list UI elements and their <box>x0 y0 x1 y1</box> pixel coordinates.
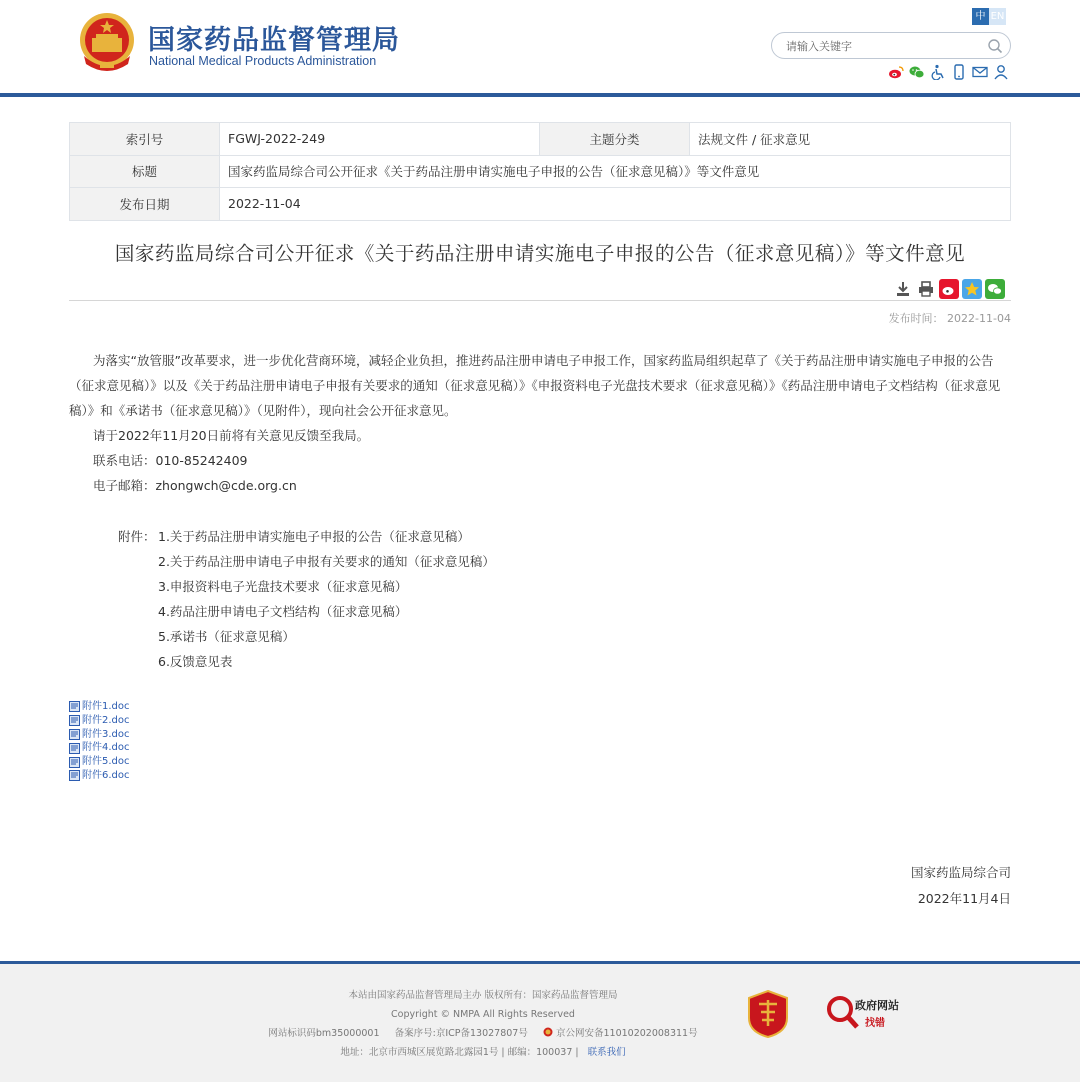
accessibility-icon[interactable] <box>930 64 946 80</box>
header-divider <box>0 93 1080 97</box>
index-value: FGWJ-2022-249 <box>220 123 540 156</box>
header-tool-icons <box>888 64 1009 80</box>
meta-row <box>70 123 1011 156</box>
file-link[interactable]: 附件2.doc <box>69 714 130 728</box>
footer-copyright: Copyright © NMPA All Rights Reserved <box>391 1009 575 1020</box>
title-value: 国家药监局综合司公开征求《关于药品注册申请实施电子申报的公告（征求意见稿）》等文件意见 <box>220 155 1011 188</box>
title-label: 标题 <box>70 155 220 188</box>
gov-site-error-report[interactable] <box>825 994 905 1034</box>
meta-row <box>70 155 1011 188</box>
search-icon[interactable] <box>987 38 1003 54</box>
body-paragraph: 请于2022年11月20日前将有关意见反馈至我局。 <box>93 428 370 443</box>
file-link[interactable]: 附件1.doc <box>69 700 130 714</box>
gov-site-search-icon <box>825 994 859 1030</box>
category-value: 法规文件 / 征求意见 <box>690 123 1011 156</box>
file-link[interactable]: 附件5.doc <box>69 755 130 769</box>
site-id: 网站标识码bm35000001 <box>268 1028 380 1039</box>
party-government-badge-icon[interactable] <box>747 990 789 1038</box>
lang-en-button[interactable]: EN <box>989 8 1006 25</box>
contact-email: 电子邮箱：zhongwch@cde.org.cn <box>93 478 297 493</box>
document-meta-table <box>69 122 1011 221</box>
footer-address: 地址：北京市西城区展览路北露园1号 | 邮编：100037 | <box>340 1047 579 1058</box>
search-input[interactable] <box>786 37 986 55</box>
doc-file-icon <box>69 743 80 754</box>
doc-file-icon <box>69 757 80 768</box>
doc-file-icon <box>69 770 80 781</box>
site-footer <box>0 964 1080 1082</box>
list-item <box>118 624 495 649</box>
date-value: 2022-11-04 <box>220 188 1011 221</box>
gov-site-error-label: 找错 <box>865 1018 885 1029</box>
contact-us-link[interactable]: 联系我们 <box>587 1047 626 1058</box>
national-emblem-icon[interactable] <box>78 12 136 72</box>
signature-block <box>911 860 1011 912</box>
attachment-list <box>118 524 495 674</box>
wechat-icon[interactable] <box>909 64 925 80</box>
file-link[interactable]: 附件4.doc <box>69 741 130 755</box>
print-icon[interactable] <box>916 279 936 299</box>
org-name-en[interactable]: National Medical Products Administration <box>149 54 377 68</box>
list-item <box>118 549 495 574</box>
user-icon[interactable] <box>993 64 1009 80</box>
page-title: 国家药监局综合司公开征求《关于药品注册申请实施电子申报的公告（征求意见稿）》等文件意见 <box>114 242 966 265</box>
attachment-title: 5.承诺书（征求意见稿） <box>158 629 295 644</box>
body-paragraph: 为落实“放管服”改革要求，进一步优化营商环境，减轻企业负担，推进药品注册申请电子申报工作，国家药监局组织起草了《关于药品注册申请实施电子申报的公告（征求意见稿）》以及《关于药品注册申请电子申报有关要求的通知（征求意见稿）》《申报资料电子光盘技术要求（征求意见稿）》《药品注册申请电子文档结构（征求意见稿）》和《承诺书（征求意见稿）》（见附件），现向社会公开征求意见。 <box>69 353 1001 418</box>
title-divider <box>69 300 1011 301</box>
sign-date: 2022年11月4日 <box>917 891 1011 906</box>
attachment-title: 4.药品注册申请电子文档结构（征求意见稿） <box>158 604 408 619</box>
language-switch <box>972 8 1006 25</box>
list-item <box>118 649 495 674</box>
mail-icon[interactable] <box>972 64 988 80</box>
category-label: 主题分类 <box>540 123 690 156</box>
article-body <box>69 348 1011 498</box>
footer-sponsor: 本站由国家药品监督管理局主办 版权所有：国家药品监督管理局 <box>348 990 618 1001</box>
police-badge-icon <box>543 1027 553 1037</box>
file-download-list <box>69 700 130 783</box>
index-label: 索引号 <box>70 123 220 156</box>
attachment-label: 附件： <box>118 529 156 544</box>
publish-time: 发布时间： 2022-11-04 <box>888 312 1011 325</box>
doc-file-icon <box>69 729 80 740</box>
meta-row <box>70 188 1011 221</box>
doc-file-icon <box>69 701 80 712</box>
attachment-title: 1.关于药品注册申请实施电子申报的公告（征求意见稿） <box>158 529 470 544</box>
qzone-share-icon[interactable] <box>962 279 982 299</box>
attachment-title: 2.关于药品注册申请电子申报有关要求的通知（征求意见稿） <box>158 554 495 569</box>
list-item <box>118 574 495 599</box>
doc-file-icon <box>69 715 80 726</box>
lang-cn-button[interactable]: 中 <box>972 8 989 25</box>
gov-site-label: 政府网站 <box>855 999 899 1012</box>
download-icon[interactable] <box>893 279 913 299</box>
org-name-cn[interactable]: 国家药品监督管理局 <box>148 25 400 56</box>
list-item <box>118 599 495 624</box>
icp-link[interactable]: 备案序号:京ICP备13027807号 <box>394 1028 528 1039</box>
weibo-share-icon[interactable] <box>939 279 959 299</box>
attachment-title: 6.反馈意见表 <box>158 654 233 669</box>
list-item <box>118 524 495 549</box>
contact-phone: 联系电话：010-85242409 <box>93 453 248 468</box>
site-header <box>0 0 1080 94</box>
footer-address-row <box>0 1043 1023 1062</box>
file-link[interactable]: 附件6.doc <box>69 769 130 783</box>
mobile-icon[interactable] <box>951 64 967 80</box>
weibo-icon[interactable] <box>888 64 904 80</box>
search-box <box>771 32 1011 59</box>
date-label: 发布日期 <box>70 188 220 221</box>
signer: 国家药监局综合司 <box>910 865 1011 880</box>
file-link[interactable]: 附件3.doc <box>69 728 130 742</box>
wechat-share-icon[interactable] <box>985 279 1005 299</box>
footer-info <box>0 986 1080 1062</box>
share-toolbar <box>893 279 1005 299</box>
police-link[interactable]: 京公网安备11010202008311号 <box>555 1028 698 1039</box>
attachment-title: 3.申报资料电子光盘技术要求（征求意见稿） <box>158 579 408 594</box>
